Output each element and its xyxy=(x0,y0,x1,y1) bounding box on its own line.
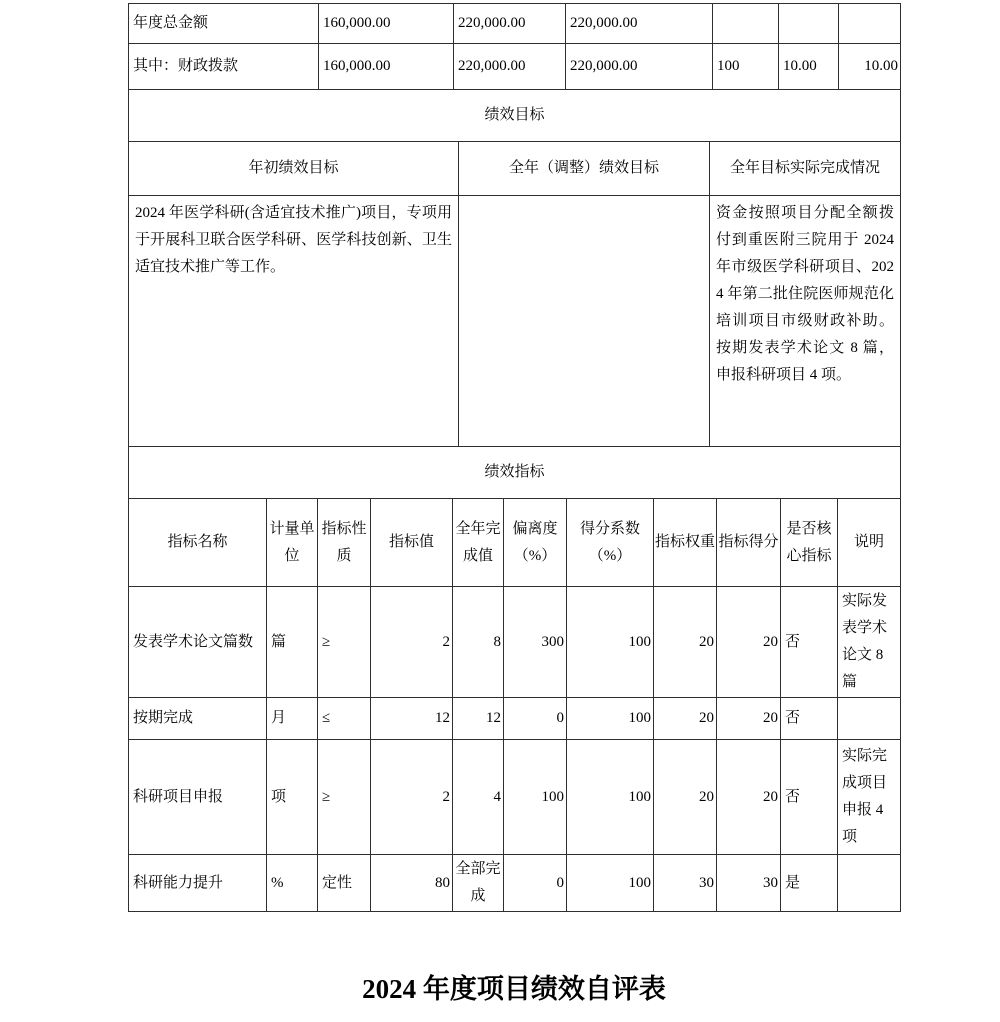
weight-score: 10.00 xyxy=(779,44,839,90)
indicator-name: 科研项目申报 xyxy=(129,740,267,855)
indicator-deviation: 0 xyxy=(504,698,567,740)
header-remark: 说明 xyxy=(838,499,901,587)
header-score-coefficient: 得分系数（%） xyxy=(567,499,654,587)
adjusted-goal-text xyxy=(459,196,710,447)
header-completed-value: 全年完成值 xyxy=(453,499,504,587)
final-score: 10.00 xyxy=(839,44,901,90)
indicator-row xyxy=(129,855,901,912)
indicator-nature: ≥ xyxy=(318,587,371,698)
indicator-nature: ≥ xyxy=(318,740,371,855)
adjusted-goal-header: 全年（调整）绩效目标 xyxy=(459,142,710,196)
indicator-core: 否 xyxy=(781,587,838,698)
indicator-deviation: 100 xyxy=(504,740,567,855)
indicator-coefficient: 100 xyxy=(567,740,654,855)
indicator-completed: 4 xyxy=(453,740,504,855)
header-deviation: 偏离度（%） xyxy=(504,499,567,587)
header-weight: 指标权重 xyxy=(654,499,717,587)
indicator-score: 20 xyxy=(717,698,781,740)
indicators-header-row xyxy=(129,499,901,587)
indicator-unit: 项 xyxy=(267,740,318,855)
indicator-unit: % xyxy=(267,855,318,912)
funding-summary-table xyxy=(128,3,901,90)
header-score: 指标得分 xyxy=(717,499,781,587)
indicator-target: 2 xyxy=(371,587,453,698)
initial-goal-text: 2024 年医学科研(含适宜技术推广)项目，专项用于开展科卫联合医学科研、医学科技创新、卫生适宜技术推广等工作。 xyxy=(129,196,459,447)
indicator-coefficient: 100 xyxy=(567,698,654,740)
indicator-core: 是 xyxy=(781,855,838,912)
goals-section-title: 绩效目标 xyxy=(129,90,901,142)
table-cell xyxy=(713,4,779,44)
indicator-completed: 8 xyxy=(453,587,504,698)
indicator-nature: ≤ xyxy=(318,698,371,740)
indicator-deviation: 300 xyxy=(504,587,567,698)
page-title: 2024 年度项目绩效自评表 xyxy=(362,974,666,1004)
indicator-remark: 实际发表学术论文 8 篇 xyxy=(838,587,901,698)
actual-completion-header: 全年目标实际完成情况 xyxy=(710,142,901,196)
indicator-coefficient: 100 xyxy=(567,855,654,912)
table-row xyxy=(129,90,901,142)
fiscal-appropriation-label: 其中：财政拨款 xyxy=(129,44,319,90)
performance-goals-table xyxy=(128,89,901,447)
annual-total-budget: 160,000.00 xyxy=(319,4,454,44)
indicator-name: 发表学术论文篇数 xyxy=(129,587,267,698)
indicator-unit: 篇 xyxy=(267,587,318,698)
header-indicator-name: 指标名称 xyxy=(129,499,267,587)
annual-total-adjusted: 220,000.00 xyxy=(454,4,566,44)
indicator-row xyxy=(129,587,901,698)
table-row xyxy=(129,196,901,447)
indicators-section-title: 绩效指标 xyxy=(129,447,901,499)
indicator-remark xyxy=(838,698,901,740)
indicator-row xyxy=(129,698,901,740)
table-cell xyxy=(779,4,839,44)
actual-completion-text: 资金按照项目分配全额拨付到重医附三院用于 2024 年市级医学科研项目、2024 年第二批住院医师规范化培训项目市级财政补助。按期发表学术论文 8 篇，申报科研项目 4 项。 xyxy=(710,196,901,447)
indicator-name: 按期完成 xyxy=(129,698,267,740)
indicator-completed: 全部完成 xyxy=(453,855,504,912)
self-evaluation-document xyxy=(128,3,900,912)
table-row xyxy=(129,4,901,44)
indicator-weight: 20 xyxy=(654,698,717,740)
header-nature: 指标性质 xyxy=(318,499,371,587)
indicator-coefficient: 100 xyxy=(567,587,654,698)
indicator-core: 否 xyxy=(781,740,838,855)
indicator-target: 80 xyxy=(371,855,453,912)
indicator-target: 12 xyxy=(371,698,453,740)
indicator-weight: 30 xyxy=(654,855,717,912)
indicator-weight: 20 xyxy=(654,587,717,698)
indicator-completed: 12 xyxy=(453,698,504,740)
table-row xyxy=(129,44,901,90)
indicator-remark: 实际完成项目申报 4 项 xyxy=(838,740,901,855)
performance-indicators-table xyxy=(128,446,901,912)
table-row xyxy=(129,142,901,196)
indicator-target: 2 xyxy=(371,740,453,855)
indicator-nature: 定性 xyxy=(318,855,371,912)
annual-total-actual: 220,000.00 xyxy=(566,4,713,44)
indicator-row xyxy=(129,740,901,855)
indicator-unit: 月 xyxy=(267,698,318,740)
indicator-score: 30 xyxy=(717,855,781,912)
fiscal-adjusted: 220,000.00 xyxy=(454,44,566,90)
header-core-indicator: 是否核心指标 xyxy=(781,499,838,587)
annual-total-label: 年度总金额 xyxy=(129,4,319,44)
indicator-remark xyxy=(838,855,901,912)
initial-goal-header: 年初绩效目标 xyxy=(129,142,459,196)
indicator-weight: 20 xyxy=(654,740,717,855)
indicator-score: 20 xyxy=(717,587,781,698)
header-unit: 计量单位 xyxy=(267,499,318,587)
table-cell xyxy=(839,4,901,44)
table-row xyxy=(129,447,901,499)
fiscal-budget: 160,000.00 xyxy=(319,44,454,90)
indicator-score: 20 xyxy=(717,740,781,855)
indicator-deviation: 0 xyxy=(504,855,567,912)
header-target-value: 指标值 xyxy=(371,499,453,587)
fiscal-actual: 220,000.00 xyxy=(566,44,713,90)
indicator-name: 科研能力提升 xyxy=(129,855,267,912)
indicator-core: 否 xyxy=(781,698,838,740)
execution-rate: 100 xyxy=(713,44,779,90)
